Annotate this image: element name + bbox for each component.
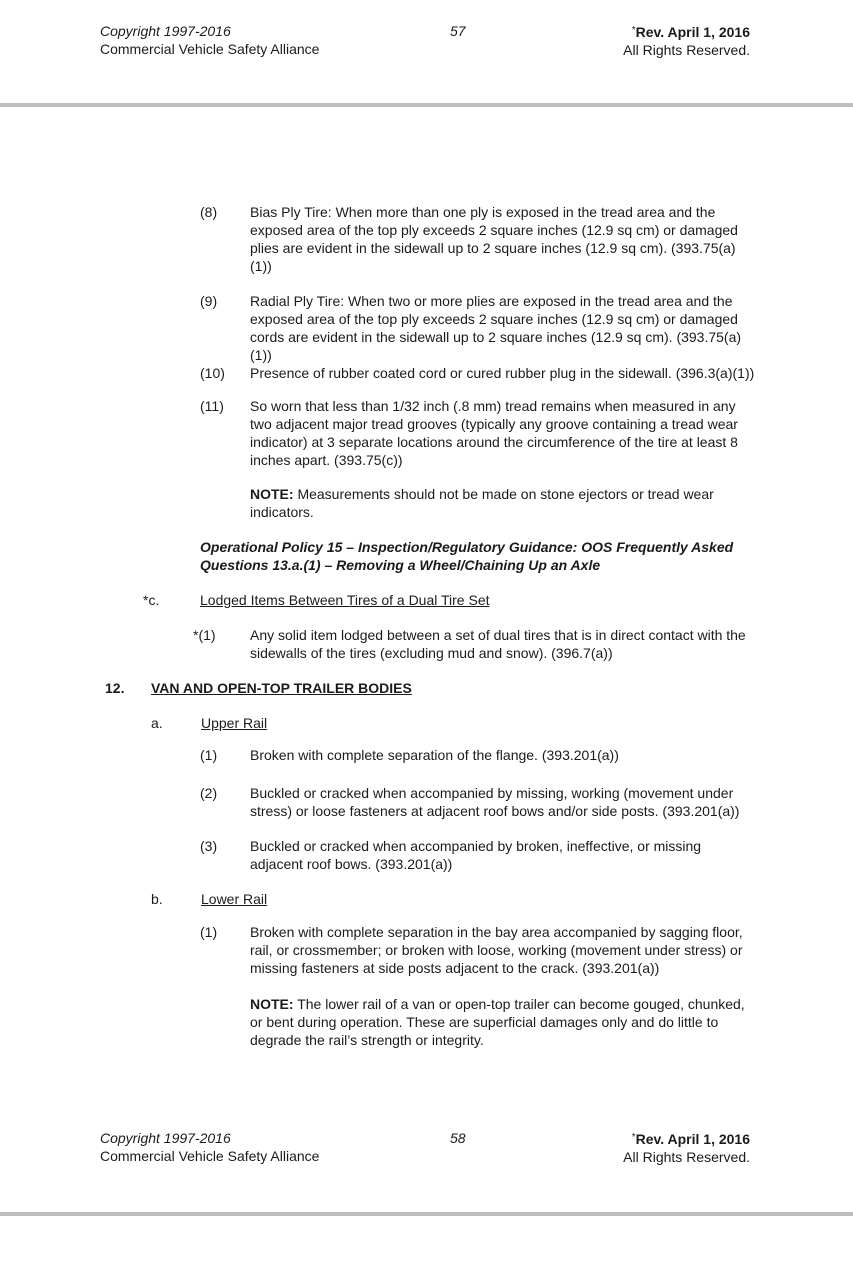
subsection-heading: Lower Rail — [201, 891, 268, 907]
item-number: (8) — [200, 204, 218, 220]
item-number: (9) — [200, 293, 218, 309]
subsection-b — [105, 890, 755, 908]
subsection-letter: b. — [151, 891, 163, 907]
header-copyright-line1: Copyright 1997-2016 — [100, 23, 231, 39]
bottom-divider — [0, 1212, 853, 1216]
rev-date: Rev. April 1, 2016 — [635, 1131, 750, 1147]
subsection-a-item-2 — [105, 784, 755, 820]
subsection-heading: Lodged Items Between Tires of a Dual Tire Set — [200, 592, 490, 608]
subsection-a-item-1 — [105, 746, 755, 764]
footer-revision — [623, 1129, 750, 1166]
subsection-c — [105, 591, 755, 609]
item-text: Broken with complete separation of the flange. (393.201(a)) — [250, 747, 619, 763]
item-number: *(1) — [193, 627, 216, 643]
section-number: 12. — [105, 680, 125, 696]
subsection-a-item-3 — [105, 837, 755, 873]
header-copyright — [100, 22, 319, 58]
item-text: Broken with complete separation in the bay area accompanied by sagging floor, rail, or crossmember; or broken with loose, working (movement under stress) or missing fasteners at side posts adjacent to the crack. (393.201(a)) — [250, 924, 743, 976]
rev-date: Rev. April 1, 2016 — [635, 24, 750, 40]
footer-copyright — [100, 1129, 319, 1165]
item-number: (1) — [200, 747, 218, 763]
header-rights-line: All Rights Reserved. — [623, 42, 750, 58]
section-title: VAN AND OPEN-TOP TRAILER BODIES — [151, 680, 412, 696]
item-number: (3) — [200, 838, 218, 854]
subsection-heading: Upper Rail — [201, 715, 268, 731]
document-body — [105, 203, 755, 1049]
list-item-9 — [105, 292, 755, 364]
item-text: Radial Ply Tire: When two or more plies are exposed in the tread area and the exposed area of the top ply exceeds 2 square inches (12.9 sq cm) or damaged cords are evident in the sidewall up to 2 square inches (12.9 sq cm). (393.75(a)(1)) — [250, 293, 742, 363]
subsection-b-item-1 — [105, 923, 755, 977]
note-text: The lower rail of a van or open-top trailer can become gouged, chunked, or bent during operation. These are superficial damages only and do little to degrade the rail’s strength or integrity. — [250, 996, 745, 1048]
header-copyright-line2: Commercial Vehicle Safety Alliance — [100, 41, 320, 57]
subsection-marker: *c. — [143, 592, 160, 608]
item-text: Bias Ply Tire: When more than one ply is exposed in the tread area and the exposed area of the top ply exceeds 2 square inches (12.9 sq cm) or damaged plies are evident in the sidewall up to 2 square inches (12.9 sq cm). (393.75(a)(1)) — [250, 204, 738, 274]
item-number: (1) — [200, 924, 218, 940]
item-text: Buckled or cracked when accompanied by broken, ineffective, or missing adjacent roof bows. (393.201(a)) — [250, 838, 702, 872]
subsection-c-item-1 — [105, 626, 755, 662]
rev-asterisk: * — [631, 1132, 636, 1143]
item-text: Any solid item lodged between a set of dual tires that is in direct contact with the sidewalls of the tires (excluding mud and snow). (396.7(a)) — [250, 627, 746, 661]
note-text: Measurements should not be made on stone ejectors or tread wear indicators. — [250, 486, 714, 520]
operational-policy: Operational Policy 15 – Inspection/Regulatory Guidance: OOS Frequently Asked Questions 13.a.(1) – Removing a Wheel/Chaining Up an Axle — [200, 539, 734, 573]
subsection-letter: a. — [151, 715, 163, 731]
footer-rev-line — [623, 1129, 750, 1148]
header-rev-line — [623, 22, 750, 41]
item-text: Presence of rubber coated cord or cured rubber plug in the sidewall. (396.3(a)(1)) — [250, 365, 755, 381]
item-text: Buckled or cracked when accompanied by missing, working (movement under stress) or loose fasteners at adjacent roof bows and/or side posts. (393.201(a)) — [250, 785, 740, 819]
note-label: NOTE: — [250, 996, 294, 1012]
note-label: NOTE: — [250, 486, 294, 502]
header-page-number: 57 — [450, 23, 466, 39]
rev-asterisk: * — [631, 25, 636, 36]
item-text: So worn that less than 1/32 inch (.8 mm) tread remains when measured in any two adjacent major tread grooves (typically any groove containing a tread wear indicator) at 3 separate locations around the circumference of the tire at least 8 inches apart. (393.75(c)) — [250, 398, 738, 468]
top-divider — [0, 103, 853, 107]
footer-copyright-line1: Copyright 1997-2016 — [100, 1130, 231, 1146]
note-lower-rail — [250, 995, 755, 1049]
item-number: (2) — [200, 785, 218, 801]
footer-page-number: 58 — [450, 1130, 466, 1146]
list-item-11 — [105, 397, 755, 469]
list-item-10 — [105, 364, 755, 382]
item-number: (11) — [200, 398, 224, 414]
footer-rights-line: All Rights Reserved. — [623, 1149, 750, 1165]
footer-copyright-line2: Commercial Vehicle Safety Alliance — [100, 1148, 320, 1164]
list-item-8 — [105, 203, 755, 275]
note-tread — [250, 485, 755, 521]
subsection-a — [105, 714, 755, 732]
item-number: (10) — [200, 365, 225, 381]
section-12-heading — [105, 679, 755, 697]
header-revision — [623, 22, 750, 59]
